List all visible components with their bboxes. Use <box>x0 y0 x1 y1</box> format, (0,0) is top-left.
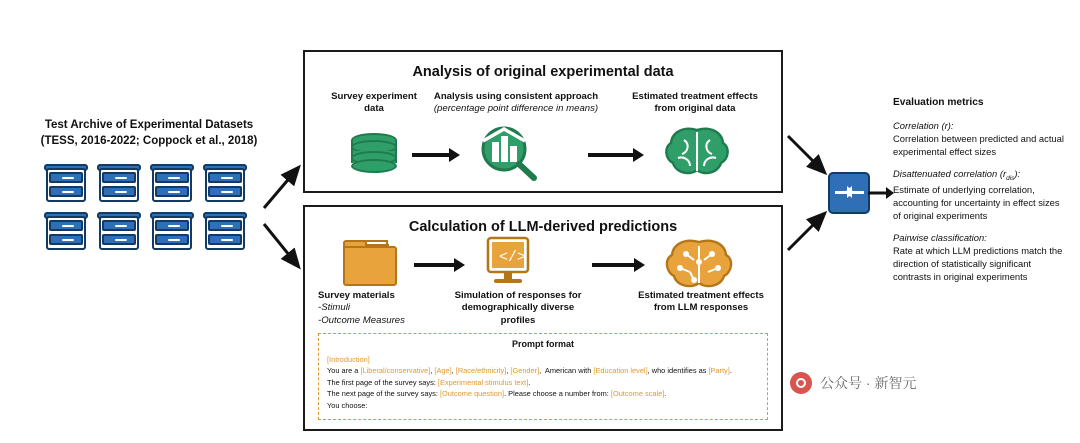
metric-pairwise-classification <box>893 232 1065 284</box>
step-label-estimated-llm: Estimated treatment effects from LLM responses <box>638 290 764 314</box>
prompt-line: [Introduction] <box>327 355 370 364</box>
step-label-analysis-approach: Analysis using consistent approach (percentage point difference in means) <box>433 91 599 115</box>
watermark <box>790 372 916 394</box>
folder-documents-icon <box>343 240 399 290</box>
prompt-line: You choose: <box>327 400 368 410</box>
metric-body: Rate at which LLM predictions match the direction of statistically significant contrasts in original experiments <box>893 244 1063 282</box>
combine-arrows-icon <box>828 172 870 214</box>
monitor-code-icon <box>482 236 538 292</box>
filing-cabinet-icon <box>44 162 88 206</box>
evaluation-metrics <box>893 96 1065 293</box>
metrics-arrow <box>868 184 896 202</box>
panel-top-title: Analysis of original experimental data <box>412 64 674 80</box>
filing-cabinet-icon <box>44 210 88 254</box>
prompt-line: You are a [Liberal/conservative], [Age], [Race/ethnicity], [Gender], American with [Education level], who identifies as [Party]. <box>327 366 732 376</box>
prompt-format-title: Prompt format <box>511 339 574 349</box>
metric-title: Disattenuated correlation $(r_{dis})$: <box>893 167 1021 182</box>
filing-cabinet-icon <box>97 210 141 254</box>
step-label-survey-materials <box>318 290 428 327</box>
step-label-estimated-original: Estimated treatment effects from original data <box>632 91 758 115</box>
survey-materials-sub1: -Stimuli <box>318 302 350 314</box>
watermark-logo-icon <box>790 372 812 394</box>
magnifier-chart-icon <box>477 124 539 182</box>
archive-label-line2: (TESS, 2016-2022; Coppock et al., 2018) <box>40 134 258 147</box>
brain-icon <box>664 126 730 178</box>
archive-label-line1: Test Archive of Experimental Datasets <box>44 119 254 131</box>
panel-bottom-title: Calculation of LLM-derived predictions <box>408 219 678 235</box>
prompt-line: The first page of the survey says: [Experimental stimulus text]. <box>327 377 531 387</box>
brain-circuit-icon <box>664 238 734 292</box>
step-label-survey-data: Survey experiment data <box>331 91 417 115</box>
step-label-simulation: Simulation of responses for demographically diverse profiles <box>454 290 582 326</box>
prompt-format-box <box>318 333 768 420</box>
survey-materials-sub2: -Outcome Measures <box>318 314 405 326</box>
filing-cabinet-icon <box>150 162 194 206</box>
filing-cabinet-icon <box>150 210 194 254</box>
filing-cabinet-icon <box>203 210 247 254</box>
metric-title: Correlation (r): <box>893 120 954 132</box>
database-icon <box>351 133 397 173</box>
svg-text:</>: </> <box>499 249 527 266</box>
metric-body: Correlation between predicted and actual experimental effect sizes <box>893 133 1064 158</box>
metric-title: Pairwise classification: <box>893 231 987 243</box>
survey-materials-title: Survey materials <box>318 290 395 301</box>
metrics-heading: Evaluation metrics <box>893 97 984 108</box>
prompt-line: The next page of the survey says: [Outcome question]. Please choose a number from: [Outcome scale]. <box>327 389 667 399</box>
filing-cabinet-icon <box>97 162 141 206</box>
metric-body: Estimate of underlying correlation, accounting for uncertainty in effect sizes of original experiments <box>893 183 1060 221</box>
metric-disattenuated-correlation <box>893 168 1065 223</box>
archive-label <box>38 118 260 149</box>
watermark-text: 公众号 · 新智元 <box>820 375 917 391</box>
archive-cabinet-grid <box>44 162 256 258</box>
filing-cabinet-icon <box>203 162 247 206</box>
metric-correlation <box>893 120 1065 159</box>
